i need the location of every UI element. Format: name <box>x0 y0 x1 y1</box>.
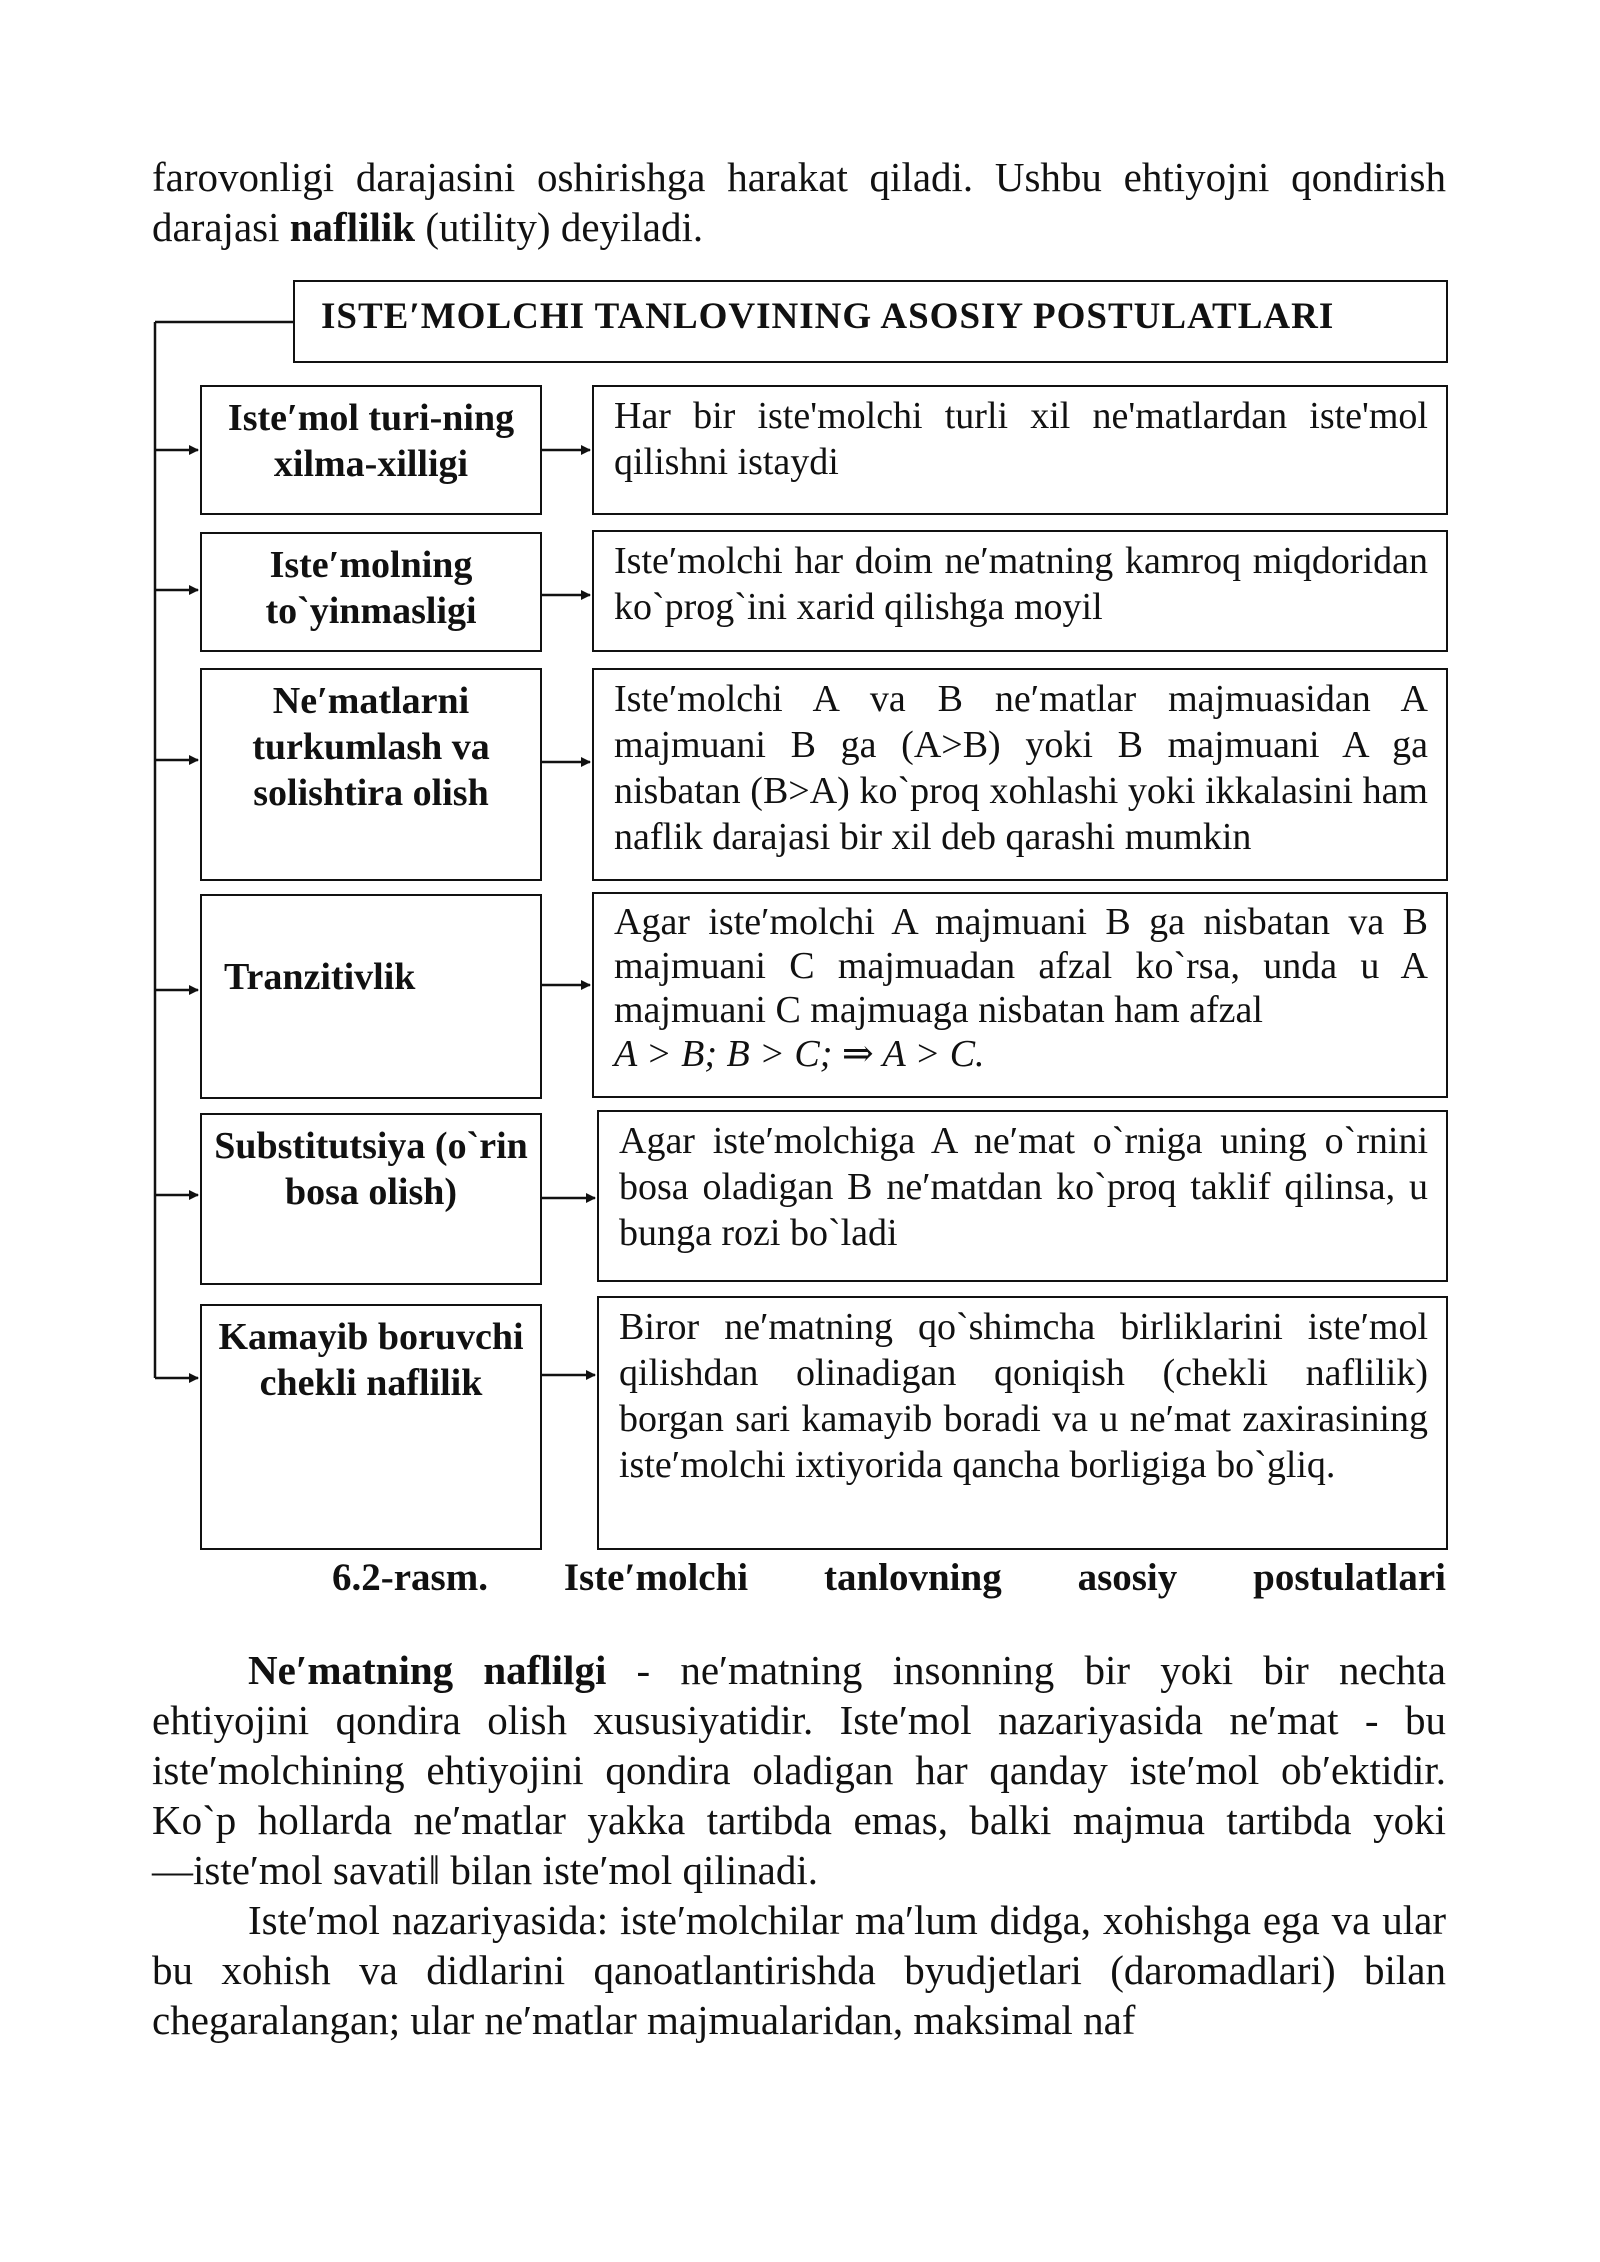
figure-caption: 6.2-rasm. Iste′molchi tanlovning asosiy postulatlari <box>332 1556 1446 1599</box>
intro-line-1: farovonligi darajasini oshirishga harakat qiladi. Ushbu ehtiyojni qondirish <box>152 154 1446 200</box>
diagram-title: ISTE′MOLCHI TANLOVINING ASOSIY POSTULATLARI <box>293 280 1448 363</box>
postulate-desc-nonsatiation: Iste′molchi har doim ne′matning kamroq miqdoridan ko`prog`ini xarid qilishga moyil <box>592 530 1448 652</box>
postulate-desc-diminishing-utility: Biror ne′matning qo`shimcha birliklarini iste′mol qilishdan olinadigan qoniqish (chekli naflilik) borgan sari kamayib boradi va u ne′mat zaxirasining iste′molchi ixtiyorida qancha borligiga bo`gliq. <box>597 1296 1448 1550</box>
body-paragraph-1: Ne′matning naflilgi - ne′matning insonning bir yoki bir nechta ehtiyojini qondira olish xususiyatidir. Iste′mol nazariyasida ne′mat - bu iste′molchining ehtiyojini qondira oladigan har qanday iste′mol ob′ektidir. Ko`p hollarda ne′matlar yakka tartibda emas, balki majmua tartibda yoki ―iste′mol savati‖ bilan iste′mol qilinadi. <box>152 1647 1446 1893</box>
postulate-desc-transitivity <box>592 892 1448 1098</box>
transitivity-formula: A > B; B > C; ⇒ A > C. <box>614 1033 985 1075</box>
transitivity-text: Agar iste′molchi A majmuani B ga nisbatan va B majmuani C majmuadan afzal ko`rsa, unda u A majmuani C majmuaga nisbatan ham afzal <box>614 901 1428 1031</box>
postulate-label-comparability: Ne′matlarni turkumlash va solishtira olish <box>200 668 542 881</box>
postulate-label-transitivity: Tranzitivlik <box>200 894 542 1099</box>
postulate-desc-substitution: Agar iste′molchiga A ne′mat o`rniga uning o`rnini bosa oladigan B ne′matdan ko`proq taklif qilinsa, u bunga rozi bo`ladi <box>597 1110 1448 1282</box>
body-paragraph-2: Iste′mol nazariyasida: iste′molchilar ma′lum didga, xohishga ega va ular bu xohish va didlarini qanoatlantirishda byudjetlari (daromadlari) bilan chegaralangan; ular ne′matlar majmualaridan, maksimal naf <box>152 1897 1446 2043</box>
term-naflilik: naflilik <box>289 204 416 250</box>
postulate-desc-diversity: Har bir iste'molchi turli xil ne'matlardan iste'mol qilishni istaydi <box>592 385 1448 515</box>
postulate-desc-comparability: Iste′molchi A va B ne′matlar majmuasidan A majmuani B ga (A>B) yoki B majmuani A ga nisbatan (B>A) ko`proq xohlashi yoki ikkalasini ham naflik darajasi bir xil deb qarashi mumkin <box>592 668 1448 881</box>
postulate-label-diversity: Iste′mol turi-ning xilma-xilligi <box>200 385 542 515</box>
postulate-label-nonsatiation: Iste′molning to`yinmasligi <box>200 532 542 652</box>
intro-line-2: darajasi naflilik (utility) deyiladi. <box>152 204 704 250</box>
postulate-label-diminishing-utility: Kamayib boruvchi chekli naflilik <box>200 1304 542 1550</box>
postulate-label-substitution: Substitutsiya (o`rin bosa olish) <box>200 1113 542 1285</box>
term-nematning-naflilgi: Ne′matning naflilgi <box>248 1647 607 1693</box>
